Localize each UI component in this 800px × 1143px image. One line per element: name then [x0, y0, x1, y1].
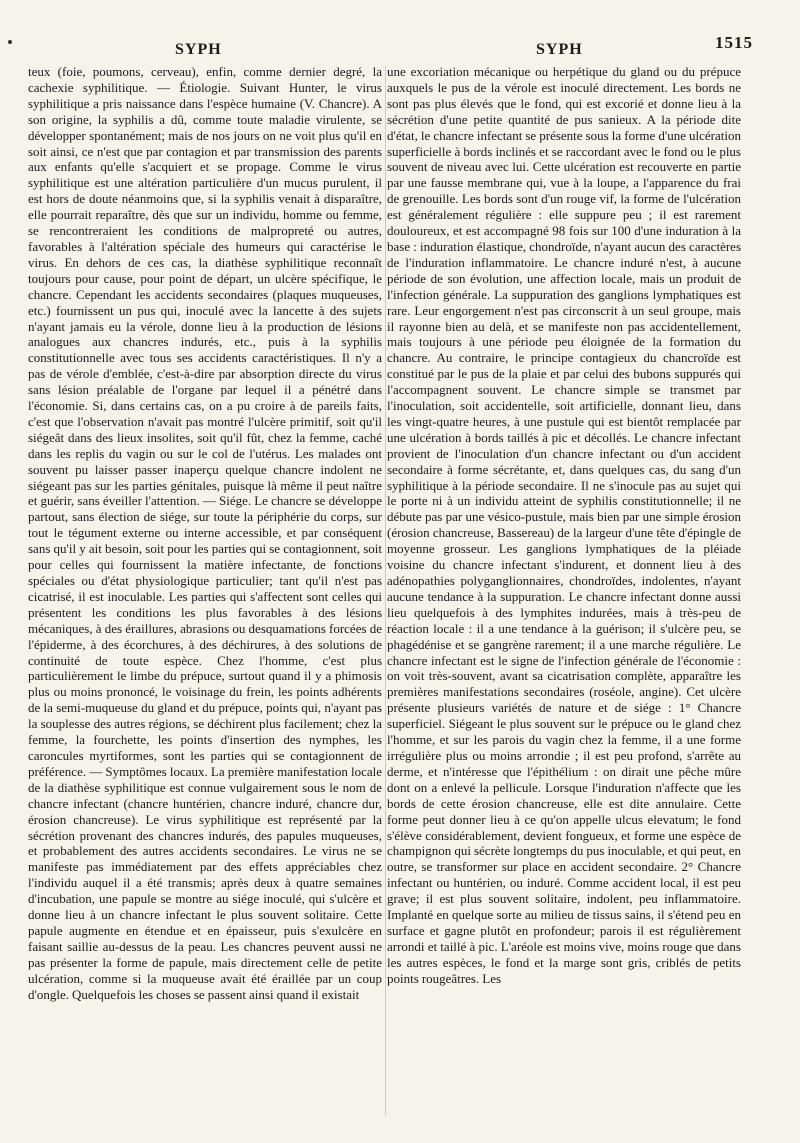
margin-mark: [8, 40, 12, 44]
right-column: [387, 64, 741, 987]
running-head-left: SYPH: [175, 41, 222, 58]
left-column-text: teux (foie, poumons, cerveau), enfin, comme dernier degré, la cachexie syphilitique. — Étiologie. Suivant Hunter, le virus syphilitique a pris naissance dans l'espèce humaine (V. Chancre). A son origine, la syphilis a dû, comme toute maladie virulente, se développer spontanément; mais de nos jours on ne voit plus qu'il en soit ainsi, ce n'est que par contagion et par transmission des parents aux enfants qu'elle s'acquiert et se propage. Comme le virus syphilitique est une altération particulière d'un mucus purulent, il est hors de doute néanmoins que, si la syphilis venait à disparaître, elle pourrait reparaître, dès que sur un individu, homme ou femme, se rencontreraient les conditions de malpropreté ou autres, favorables à l'altération spéciale des humeurs qui caractérise le virus. En dehors de ces cas, la diathèse syphilitique reconnaît toujours pour cause, pour point de départ, un ulcère spécifique, le chancre. Cependant les accidents secondaires (plaques muqueuses, etc.) fournissent un pus qui, inoculé avec la lancette à des sujets n'ayant jamais eu la vérole, donne lieu à la production de lésions analogues aux chancres indurés, etc., puis à la syphilis constitutionnelle avec tous ses accidents caractéristiques. Il n'y a pas de vérole d'emblée, c'est-à-dire par absorption directe du virus sans lésion préalable de l'organe par lequel il a pénétré dans l'économie. Si, dans certains cas, on a pu croire à de pareils faits, c'est que l'observation n'avait pas montré l'ulcère primitif, soit qu'il siégeât dans des lieux insolites, soit qu'il fût, chez la femme, caché dans les replis du vagin ou sur le col de l'utérus. Les malades ont souvent pu laisser passer inaperçu quelque chancre indolent ne siégeant pas sur les parties génitales, puisque là même il peut naître et guérir, sans éveiller l'attention. — Siége. Le chancre se développe partout, sans élection de siége, sur toute la périphérie du corps, sur tout le tégument externe ou interne accessible, et par conséquent sans qu'il y ait besoin, soit pour les parties qui se contagionnent, soit pour celles qui fournissent la matière infectante, de fonctions spéciales ou d'état physiologique particulier; tant qu'il n'est pas cicatrisé, il est inoculable. Les parties qui s'affectent sont celles qui présentent les conditions les plus favorables à des lésions mécaniques, à des éraillures, abrasions ou desquamations forcées de l'épiderme, à des écorchures, à des déchirures, à des solutions de continuité de toute espèce. Chez l'homme, c'est plus particulièrement le limbe du prépuce, surtout quand il y a phimosis plus ou moins prononcé, le voisinage du frein, les points adhérents de la semi-muqueuse du gland et du prépuce, points qui, n'ayant pas la souplesse des autres régions, se déchirent plus facilement; chez la femme, la fourchette, les points d'insertion des nymphes, les caroncules myrtiformes, sont les parties qui se contagionnent de préférence. — Symptômes locaux. La première manifestation locale de la diathèse syphilitique est connue vulgairement sous le nom de chancre infectant (chancre huntérien, chancre induré, chancre dur, érosion chancreuse). Le virus syphilitique est représenté par la sécrétion provenant des chancres indurés, des papules muqueuses, et probablement des autres accidents secondaires. Le virus ne se manifeste pas immédiatement par des effets appréciables chez l'individu auquel il a été transmis; après deux à quatre semaines d'incubation, une papule se montre au siége inoculé, qui s'ulcère et donne lieu à un chancre infectant le plus souvent solitaire. Cette papule augmente en étendue et en épaisseur, puis s'exulcère en faisant saillie au-dessus de la peau. Les chancres peuvent aussi ne pas présenter la forme de papule, mais directement celle de petite ulcération, comme si la muqueuse avait été éraillée par un coup d'ongle. Quelquefois les choses se passent ainsi quand il existait: [28, 64, 382, 1002]
page-number: 1515: [715, 33, 753, 52]
left-column: [28, 64, 382, 1002]
running-head-right: SYPH: [536, 41, 583, 58]
right-column-text: une excoriation mécanique ou herpétique du gland ou du prépuce auxquels le pus de la vérole est inoculé directement. Les bords ne sont pas plus élevés que le fond, qui est excorié et donne lieu à la sécrétion d'une petite quantité de pus sanieux. A la période dite d'état, le chancre infectant se présente sous la forme d'une ulcération superficielle à bords inclinés et se raccordant avec le fond ou le plus souvent de niveau avec lui. Cette ulcération est recouverte en partie par une fausse membrane qui, vue à la loupe, a l'apparence du frai de grenouille. Les bords sont d'un rouge vif, la forme de l'ulcération est généralement régulière : elle suppure peu ; il est rarement douloureux, et est accompagné 98 fois sur 100 d'une induration à la base : induration élastique, chondroïde, n'ayant aucun des caractères de l'induration inflammatoire. Le chancre induré n'est, à aucune période de son évolution, une affection locale, mais un produit de l'infection générale. La suppuration des ganglions lymphatiques est rare. Leur engorgement n'est pas circonscrit à un seul groupe, mais il rayonne bien au delà, et se manifeste non pas accidentellement, mais toujours à une période peu éloignée de la formation du chancre. Au contraire, le principe contagieux du chancroïde est constitué par le pus de la plaie et par celui des bubons suppurés qui l'accompagnent souvent. Le chancre simple se transmet par l'inoculation, soit accidentelle, soit artificielle, donnant lieu, dans les vingt-quatre heures, à une pustule qui est bientôt remplacée par une ulcération à bords taillés à pic et décollés. Le chancre infectant provient de l'inoculation d'un chancre infectant ou d'un accident secondaire à forme sécrétante, et, dans quelques cas, du sang d'un syphilitique à la période secondaire. Il ne s'inocule pas au sujet qui le porte ni à un individu atteint de syphilis constitutionnelle; il ne débute pas par une vésico-pustule, mais bien par une simple érosion (érosion chancreuse, Bassereau) de la largeur d'une tête d'épingle de moyenne grosseur. Les ganglions lymphatiques de la pléiade voisine du chancre infectant s'indurent, et donnent lieu à des adénopathies polyganglionnaires, chondroïdes, indolentes, n'ayant aucune tendance à la suppuration. Le chancre infectant donne aussi lieu quelquefois à des lymphites indurées, mais à très-peu de réaction locale : il a une tendance à la guérison; il s'ulcère peu, se phagédénise et se gangrène rarement; il a une marche régulière. Le chancre infectant est le signe de l'infection générale de l'économie : on voit très-souvent, avant sa cicatrisation complète, apparaître les premières manifestations secondaires (roséole, angine). Cet ulcère présente plusieurs variétés de nature et de siége : 1° Chancre superficiel. Siégeant le plus souvent sur le prépuce ou le gland chez l'homme, et sur les parois du vagin chez la femme, il a une forme irrégulière plus ou moins arrondie ; il est peu profond, s'arrête au derme, et n'intéresse que l'épithélium : on dirait une pêche mûre dont on a enlevé la pellicule. Lorsque l'induration n'affecte que les bords de cette érosion chancreuse, elle est dite annulaire. Cette forme peut donner lieu à ce qu'on appelle ulcus elevatum; le fond s'élève considérablement, devient fongueux, et forme une espèce de champignon qui sécrète longtemps du pus inoculable, et qui peut, en outre, se transformer sur place en accident secondaire. 2° Chancre infectant ou huntérien, ou induré. Comme accident local, il est peu grave; il est plus souvent solitaire, indolent, peu inflammatoire. Implanté en quelque sorte au milieu de tissus sains, il s'étend peu en surface et gagne plutôt en profondeur; parois il est régulièrement arrondi et taillé à pic. L'aréole est moins vive, moins rouge que dans les autres espèces, le fond et la marge sont gris, criblés de petits points rougeâtres. Les: [387, 64, 741, 986]
column-divider: [385, 66, 386, 1116]
